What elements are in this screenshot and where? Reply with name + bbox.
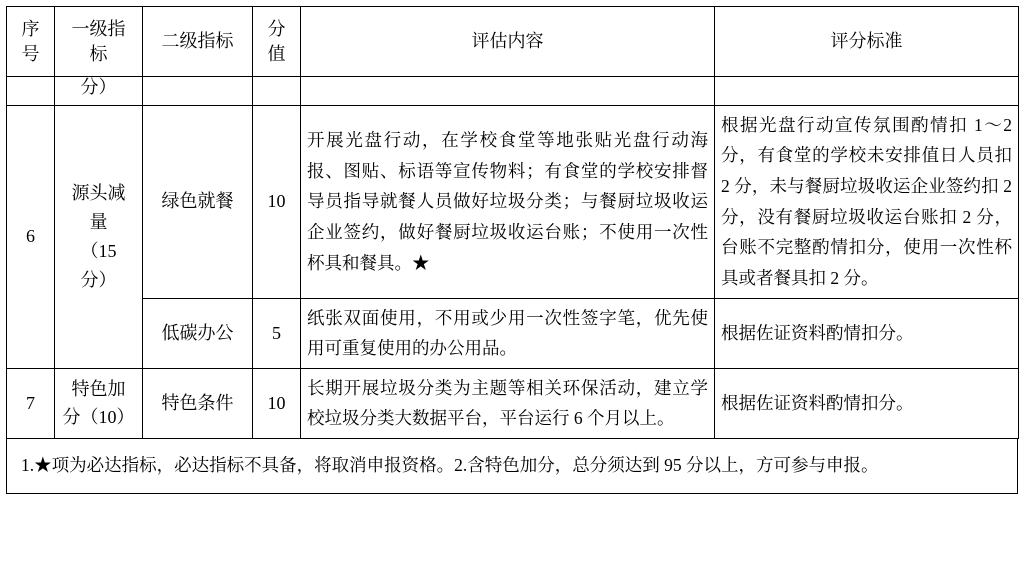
- partial-cell-level2: [143, 77, 253, 106]
- row-score-low-carbon-office: 5: [253, 298, 301, 368]
- row-no-6: 6: [7, 105, 55, 368]
- row-level2-green-dining: 绿色就餐: [143, 105, 253, 298]
- row-criteria-special-condition: 根据佐证资料酌情扣分。: [715, 368, 1019, 438]
- table-row: [7, 298, 1019, 368]
- partial-cell-content: [301, 77, 715, 106]
- row-level1-6: 源头减 量 （15 分）: [55, 105, 143, 368]
- partial-cell-criteria: [715, 77, 1019, 106]
- row-level1-7: 特色加 分（10）: [55, 368, 143, 438]
- row-score-green-dining: 10: [253, 105, 301, 298]
- header-cell-level2: 二级指标: [143, 7, 253, 77]
- header-cell-no: 序 号: [7, 7, 55, 77]
- header-cell-score: 分 值: [253, 7, 301, 77]
- table-row-partial-continuation: [7, 77, 1019, 106]
- header-cell-criteria: 评分标准: [715, 7, 1019, 77]
- row-level2-special-condition: 特色条件: [143, 368, 253, 438]
- row-content-green-dining: 开展光盘行动，在学校食堂等地张贴光盘行动海报、图贴、标语等宣传物料；有食堂的学校安排督导员指导就餐人员做好垃圾分类；与餐厨垃圾收运企业签约，做好餐厨垃圾收运台账；不使用一次性杯具和餐具。★: [301, 105, 715, 298]
- table-header-row: [7, 7, 1019, 77]
- header-cell-content: 评估内容: [301, 7, 715, 77]
- row-score-special-condition: 10: [253, 368, 301, 438]
- row-criteria-low-carbon-office: 根据佐证资料酌情扣分。: [715, 298, 1019, 368]
- row-content-special-condition: 长期开展垃圾分类为主题等相关环保活动，建立学校垃圾分类大数据平台，平台运行 6 个月以上。: [301, 368, 715, 438]
- row-level2-low-carbon-office: 低碳办公: [143, 298, 253, 368]
- partial-cell-no: [7, 77, 55, 106]
- table-footnote: 1.★项为必达指标，必达指标不具备，将取消申报资格。2.含特色加分，总分须达到 95 分以上，方可参与申报。: [6, 439, 1018, 494]
- partial-cell-score: [253, 77, 301, 106]
- assessment-table: [6, 6, 1019, 439]
- row-criteria-green-dining: 根据光盘行动宣传氛围酌情扣 1～2 分，有食堂的学校未安排值日人员扣 2 分，未与餐厨垃圾收运企业签约扣 2 分，没有餐厨垃圾收运台账扣 2 分，台账不完整酌情扣分，使用一次性杯具或者餐具扣 2 分。: [715, 105, 1019, 298]
- table-row: [7, 105, 1019, 298]
- partial-cell-level1: 分）: [55, 74, 143, 103]
- table-row: [7, 368, 1019, 438]
- row-no-7: 7: [7, 368, 55, 438]
- row-content-low-carbon-office: 纸张双面使用，不用或少用一次性签字笔，优先使用可重复使用的办公用品。: [301, 298, 715, 368]
- header-cell-level1: 一级指 标: [55, 7, 143, 77]
